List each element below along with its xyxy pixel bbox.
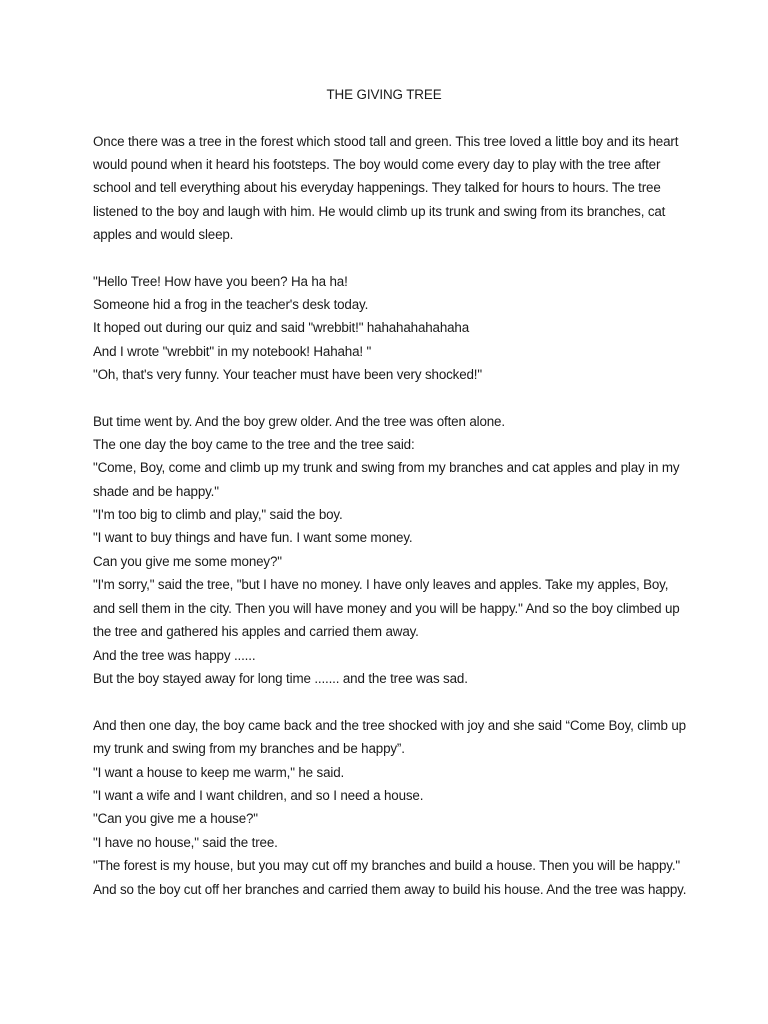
text-line: "Oh, that's very funny. Your teacher must have been very shocked!" bbox=[93, 367, 482, 382]
text-line: "I'm too big to climb and play," said the boy. bbox=[93, 507, 343, 522]
text-line: the tree and gathered his apples and carried them away. bbox=[93, 624, 419, 639]
text-line: Someone hid a frog in the teacher's desk today. bbox=[93, 297, 369, 312]
text-line: And the tree was happy ...... bbox=[93, 648, 256, 663]
text-line: The one day the boy came to the tree and the tree said: bbox=[93, 437, 415, 452]
text-line: school and tell everything about his everyday happenings. They talked for hours to hours. The tree bbox=[93, 180, 661, 195]
text-line: shade and be happy." bbox=[93, 484, 219, 499]
text-line: "Can you give me a house?" bbox=[93, 811, 258, 826]
text-line: "I want a house to keep me warm," he said. bbox=[93, 765, 345, 780]
text-line: listened to the boy and laugh with him. He would climb up its trunk and swing from its branches, cat bbox=[93, 204, 666, 219]
text-line: my trunk and swing from my branches and be happy”. bbox=[93, 741, 405, 756]
text-line: Once there was a tree in the forest which stood tall and green. This tree loved a little boy and its heart bbox=[93, 134, 679, 149]
text-line: And I wrote "wrebbit" in my notebook! Hahaha! " bbox=[93, 344, 372, 359]
text-line: But time went by. And the boy grew older. And the tree was often alone. bbox=[93, 414, 505, 429]
text-line: and sell them in the city. Then you will have money and you will be happy." And so the boy climbed up bbox=[93, 601, 680, 616]
text-line: But the boy stayed away for long time ....... and the tree was sad. bbox=[93, 671, 468, 686]
text-line: "I have no house," said the tree. bbox=[93, 835, 278, 850]
text-line: It hoped out during our quiz and said "wrebbit!" hahahahahahaha bbox=[93, 320, 470, 335]
text-line: "The forest is my house, but you may cut off my branches and build a house. Then you will be happy." bbox=[93, 858, 681, 873]
text-line: Can you give me some money?" bbox=[93, 554, 282, 569]
text-line: "Come, Boy, come and climb up my trunk and swing from my branches and cat apples and play in my bbox=[93, 460, 680, 475]
text-line: "I'm sorry," said the tree, "but I have no money. I have only leaves and apples. Take my apples, Boy, bbox=[93, 577, 669, 592]
text-line: And then one day, the boy came back and the tree shocked with joy and she said “Come Boy, climb up bbox=[93, 718, 686, 733]
text-line: would pound when it heard his footsteps. The boy would come every day to play with the tree after bbox=[93, 157, 661, 172]
text-line: "I want a wife and I want children, and so I need a house. bbox=[93, 788, 424, 803]
text-line: "I want to buy things and have fun. I want some money. bbox=[93, 530, 413, 545]
text-line: apples and would sleep. bbox=[93, 227, 234, 242]
text-line: "Hello Tree! How have you been? Ha ha ha! bbox=[93, 274, 348, 289]
document-title: THE GIVING TREE bbox=[326, 87, 442, 102]
text-line: And so the boy cut off her branches and carried them away to build his house. And the tree was happy. bbox=[93, 882, 687, 897]
